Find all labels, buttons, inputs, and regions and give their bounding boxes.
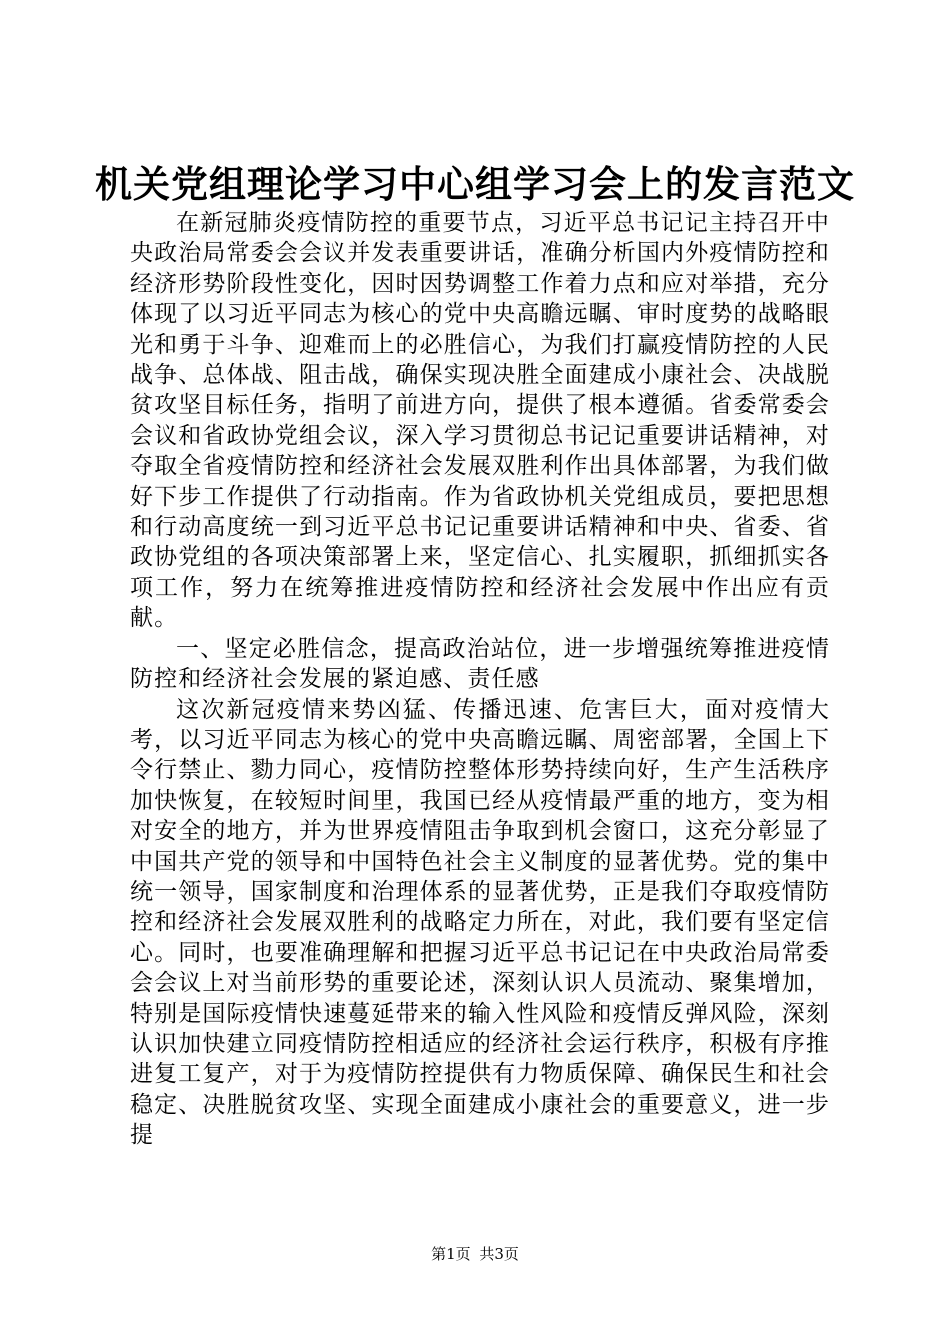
paragraph-section-1: 这次新冠疫情来势凶猛、传播迅速、危害巨大，面对疫情大考，以习近平同志为核心的党中央高瞻远瞩、周密部署，全国上下令行禁止、勠力同心，疫情防控整体形势持续向好，生产生活秩序加快恢复，在较短时间里，我国已经从疫情最严重的地方，变为相对安全的地方，并为世界疫情阻击争取到机会窗口，这充分彰显了中国共产党的领导和中国特色社会主义制度的显著优势。党的集中统一领导，国家制度和治理体系的显著优势，正是我们夺取疫情防控和经济社会发展双胜利的战略定力所在，对此，我们要有坚定信心。同时，也要准确理解和把握习近平总书记记在中央政治局常委会会议上对当前形势的重要论述，深刻认识人员流动、聚集增加，特别是国际疫情快速蔓延带来的输入性风险和疫情反弹风险，深刻认识加快建立同疫情防控相适应的经济社会运行秩序，积极有序推进复工复产，对于为疫情防控提供有力物质保障、确保民生和社会稳定、决胜脱贫攻坚、实现全面建成小康社会的重要意义，进一步提 [130, 696, 830, 1149]
page-total: 共3页 [479, 1245, 519, 1263]
section-heading-1: 一、坚定必胜信念，提高政治站位，进一步增强统筹推进疫情防控和经济社会发展的紧迫感、责任感 [130, 635, 830, 693]
page-footer [0, 1244, 950, 1264]
document-title: 机关党组理论学习中心组学习会上的发言范文 [95, 162, 855, 206]
document-body [130, 208, 830, 1151]
page-number: 第1页 [431, 1245, 471, 1263]
paragraph-intro: 在新冠肺炎疫情防控的重要节点，习近平总书记记主持召开中央政治局常委会会议并发表重要讲话，准确分析国内外疫情防控和经济形势阶段性变化，因时因势调整工作着力点和应对举措，充分体现了以习近平同志为核心的党中央高瞻远瞩、审时度势的战略眼光和勇于斗争、迎难而上的必胜信心，为我们打赢疫情防控的人民战争、总体战、阻击战，确保实现决胜全面建成小康社会、决战脱贫攻坚目标任务，指明了前进方向，提供了根本遵循。省委常委会会议和省政协党组会议，深入学习贯彻总书记记重要讲话精神，对夺取全省疫情防控和经济社会发展双胜利作出具体部署，为我们做好下步工作提供了行动指南。作为省政协机关党组成员，要把思想和行动高度统一到习近平总书记记重要讲话精神和中央、省委、省政协党组的各项决策部署上来，坚定信心、扎实履职，抓细抓实各项工作，努力在统筹推进疫情防控和经济社会发展中作出应有贡献。 [130, 210, 830, 632]
